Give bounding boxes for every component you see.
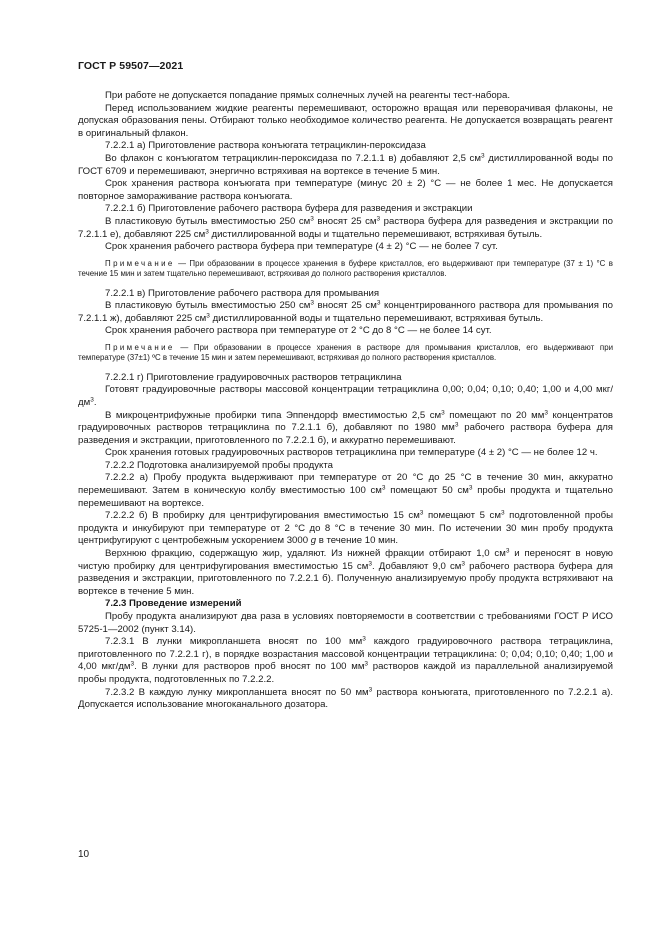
paragraph: При работе не допускается попадание прямых солнечных лучей на реагенты тест-набора. — [105, 90, 511, 101]
section-heading: 7.2.2.1 в) Приготовление рабочего раствора для промывания — [105, 287, 380, 299]
paragraph: Срок хранения рабочего раствора при температуре от 2 °С до 8 °С — не более 14 сут. — [105, 325, 492, 337]
document-body — [78, 90, 613, 712]
note: Примечание — При образовании в процессе хранения в буфере кристаллов, его выдерживают при температуре (37 ± 1) °С в течение 15 мин и затем тщательно перемешивают, встряхивая до полного растворения кристаллов. — [78, 258, 613, 279]
paragraph: Перед использованием жидкие реагенты перемешивают, осторожно вращая или переворачивая флаконы, не допуская образования пены. Отбирают только необходимое количество реагента. Не допускается возвращать реагент в оригинальный флакон. — [78, 102, 613, 139]
paragraph: Срок хранения рабочего раствора буфера при температуре (4 ± 2) °С — не более 7 сут. — [105, 241, 498, 253]
paragraph: 7.2.2.2 б) В пробирку для центрифугирования вместимостью 15 $см^3$ помещают 5 $см^3$ подготовленной пробы продукта и инкубируют при температуре от 2 °С до 8 °С в течение 30 мин. По истечении 30 мин пробу продукта центрифугируют с центробежным ускорением 3000 g в течение 10 мин. — [78, 509, 614, 547]
paragraph: Пробу продукта анализируют два раза в условиях повторяемости в соответствии с требованиями ГОСТ Р ИСО 5725-1—2002 (пункт 3.14). — [78, 611, 613, 635]
section-heading: 7.2.2.1 г) Приготовление градуировочных растворов тетрациклина — [105, 371, 402, 383]
paragraph: Во флакон с конъюгатом тетрациклин-пероксидаза по 7.2.1.1 в) добавляют 2,5 $см^3$ дистиллированной воды по ГОСТ 6709 и перемешивают, энергично встряхивая на вортексе в течение 5 мин. — [78, 152, 614, 177]
paragraph: В пластиковую бутыль вместимостью 250 $см^3$ вносят 25 $см^3$ концентрированного раствора для промывания по 7.2.1.1 ж), добавляют 225 $см^3$ дистиллированной воды и тщательно перемешивают, встряхивая бутыль. — [78, 299, 613, 324]
paragraph: Срок хранения готовых градуировочных растворов тетрациклина при температуре (4 ± 2) °С — не более 12 ч. — [105, 447, 598, 459]
section-heading: 7.2.2.2 Подготовка анализируемой пробы продукта — [105, 459, 333, 471]
paragraph: 7.2.3.2 В каждую лунку микропланшета вносят по 50 $мм^3$ раствора конъюгата, приготовленного по 7.2.2.1 а). Допускается использование многоканального дозатора. — [78, 686, 613, 711]
page-number: 10 — [78, 849, 90, 860]
paragraph: В пластиковую бутыль вместимостью 250 $см^3$ вносят 25 $см^3$ раствора буфера для разведения и экстракции по 7.2.1.1 е), добавляют 225 $см^3$ дистиллированной воды и тщательно перемешивают, встряхивая бутыль. — [78, 215, 613, 240]
note-label: Примечание — [105, 258, 175, 268]
paragraph: Срок хранения раствора конъюгата при температуре (минус 20 ± 2) °С — не более 1 мес. Не допускается повторное замораживание раствора конъюгата. — [78, 178, 613, 202]
paragraph: Готовят градуировочные растворы массовой концентрации тетрациклина 0,00; 0,04; 0,10; 0,40; 1,00 и 4,00 мкг/$дм^3$. — [78, 384, 613, 408]
paragraph: 7.2.2.2 а) Пробу продукта выдерживают при температуре от 20 °С до 25 °С в течение 30 мин, аккуратно перемешивают. Затем в коническую колбу вместимостью 100 $см^3$ помещают 50 $см^3$ пробы продукта и тщательно перемешивают на вортексе. — [78, 472, 613, 509]
note: Примечание — При образовании в процессе хранения в растворе для промывания кристаллов, его выдерживают при температуре (37±1) ºС в течение 15 мин и затем перемешивают, встряхивая до полного растворения кристаллов. — [78, 342, 613, 363]
paragraph: 7.2.3.1 В лунки микропланшета вносят по 100 $мм^3$ каждого градуировочного раствора тетрациклина, приготовленного по 7.2.2.1 г), в порядке возрастания массовой концентрации тетрациклина: 0; 0,04; 0,10; 0,40; 1,00 и 4,00 мкг/$дм^3$. В лунки для растворов проб вносят по 100 $мм^3$ растворов каждой из параллельной анализируемой пробы продукта, подготовленных по 7.2.2.2. — [78, 635, 613, 685]
note-label: Примечание — [105, 342, 175, 352]
section-heading-bold: 7.2.3 Проведение измерений — [105, 598, 242, 610]
paragraph: Верхнюю фракцию, содержащую жир, удаляют. Из нижней фракции отбирают 1,0 $см^3$ и переносят в новую чистую пробирку для центрифугирования вместимостью 15 $см^3$. Добавляют 9,0 $см^3$ рабочего раствора буфера для разведения и экстракции, приготовленного по 7.2.2.1 б). Полученную анализируемую пробу продукта встряхивают на вортексе в течение 5 мин. — [78, 547, 614, 597]
section-heading: 7.2.2.1 а) Приготовление раствора конъюгата тетрациклин-пероксидаза — [105, 140, 426, 152]
section-heading: 7.2.2.1 б) Приготовление рабочего раствора буфера для разведения и экстракции — [105, 203, 473, 215]
paragraph: В микроцентрифужные пробирки типа Эппендорф вместимостью 2,5 $см^3$ помещают по 20 $мм^3$ концентратов градуировочных растворов тетрациклина по 7.2.1.1 б), добавляют по 1980 $мм^3$ рабочего раствора буфера для разведения и экстракции, приготовленного по 7.2.2.1 б), и аккуратно перемешивают. — [78, 409, 614, 446]
document-header: ГОСТ Р 59507—2021 — [78, 60, 184, 72]
